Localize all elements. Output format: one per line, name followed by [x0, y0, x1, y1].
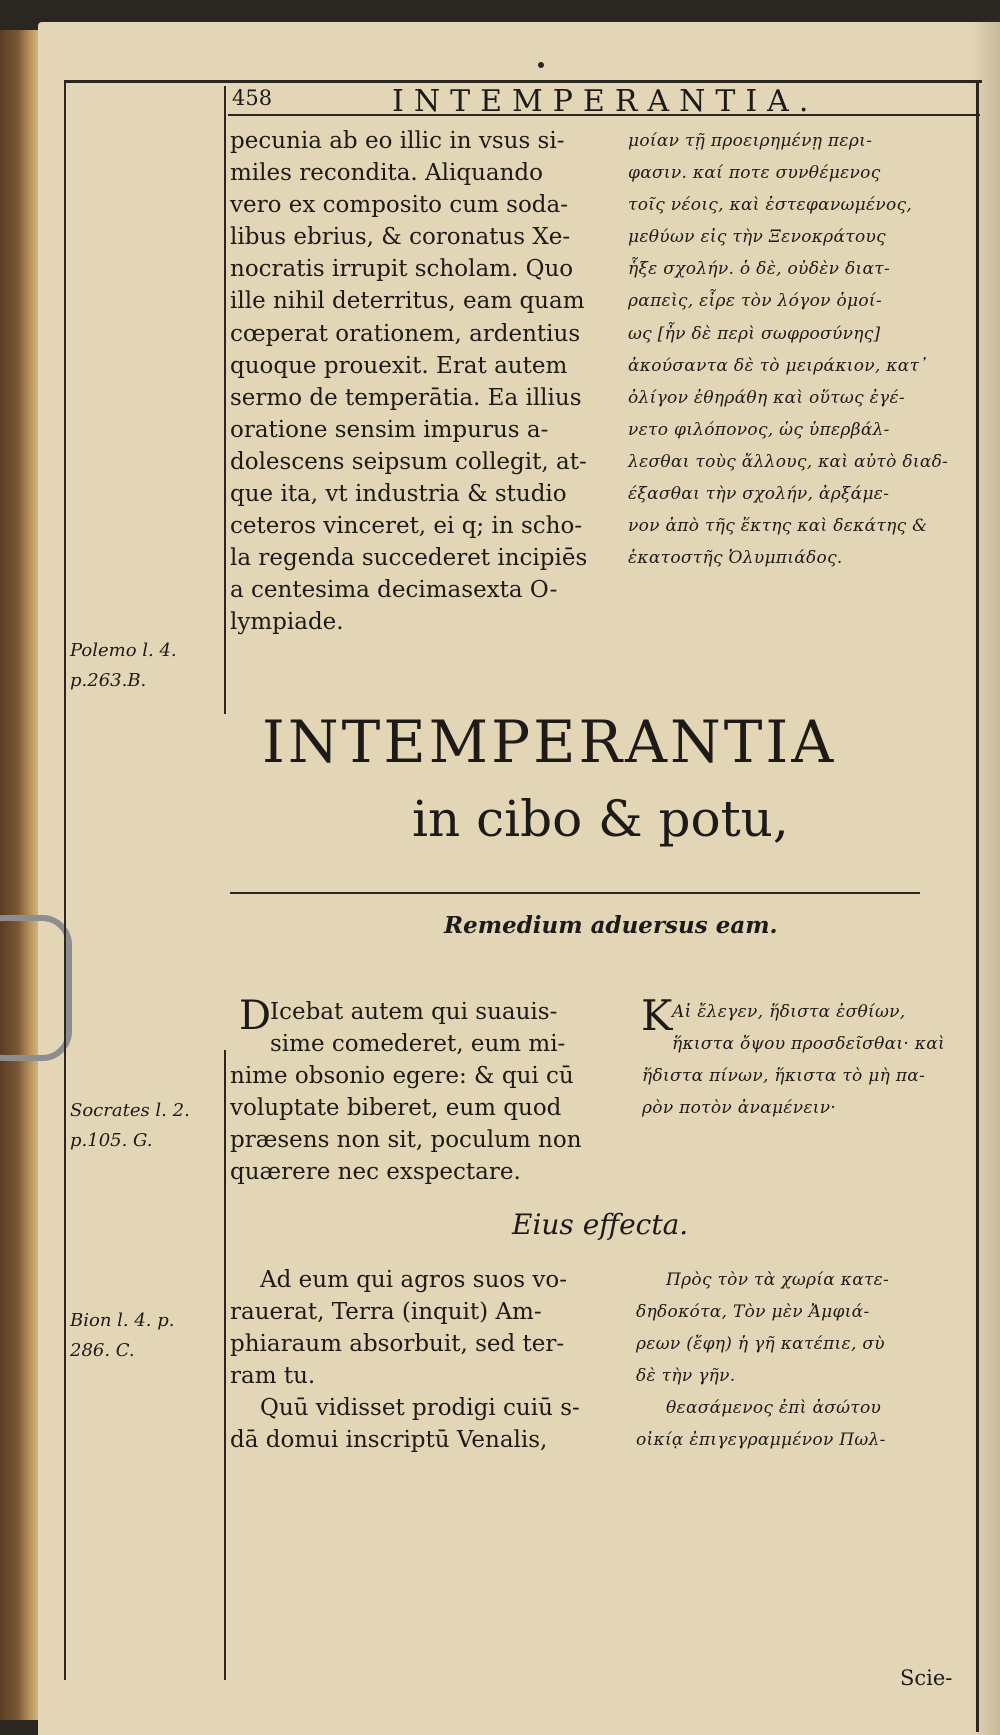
text-line: ille nihil deterritus, eam quam: [230, 288, 585, 315]
text-line: vero ex composito cum soda-: [230, 192, 568, 219]
text-line: ἀκούσαντα δὲ τὸ μειράκιον, κατ᾿: [628, 355, 929, 376]
section-title: INTEMPERANTIA: [262, 708, 837, 776]
text-line: præsens non sit, poculum non: [230, 1127, 582, 1154]
right-frame-rule: [976, 82, 979, 1732]
running-title: INTEMPERANTIA.: [392, 84, 819, 119]
drop-cap-k: K: [641, 991, 673, 1040]
book-spine: [0, 30, 40, 1720]
text-line: oratione sensim impurus a-: [230, 416, 549, 443]
text-line: ὀλίγον ἐθηράθη καὶ οὕτως ἐγέ-: [628, 387, 905, 408]
text-line: οἰκίᾳ ἐπιγεγραμμένον Πωλ-: [636, 1430, 886, 1451]
text-line: dā domui inscriptū Venalis,: [230, 1427, 548, 1454]
text-line: θεασάμενος ἐπὶ ἀσώτου: [666, 1398, 882, 1419]
margin-note-bion: [70, 1306, 174, 1366]
text-line: ceteros vinceret, ei q; in scho-: [230, 513, 583, 540]
text-line: Αἰ ἔλεγεν, ἥδιστα ἐσθίων,: [672, 1002, 906, 1022]
catchword: Scie-: [900, 1666, 953, 1690]
text-line: ram tu.: [230, 1363, 316, 1390]
text-line: έξασθαι τὴν σχολήν, ἀρξάμε-: [628, 484, 890, 505]
text-line: que ita, vt industria & studio: [230, 481, 567, 508]
text-line: ἥκιστα ὄψου προσδεῖσθαι· καὶ: [672, 1034, 945, 1055]
margin-note-line: p.263.B.: [70, 670, 147, 691]
text-line: ως [ἦν δὲ περὶ σωφροσύνης]: [628, 323, 881, 344]
ink-spot: [538, 62, 544, 68]
text-line: δὲ τὴν γῆν.: [636, 1366, 736, 1387]
latin-block-2: [230, 1060, 582, 1188]
margin-note-line: Bion l. 4. p.: [70, 1310, 175, 1331]
text-line: νον ἀπὸ τῆς ἕκτης καὶ δεκάτης &: [628, 516, 928, 537]
latin-block-2-indented: [270, 996, 565, 1060]
margin-note-line: Polemo l. 4.: [70, 640, 177, 661]
text-line: sime comederet, eum mi-: [270, 1031, 566, 1058]
text-line: rauerat, Terra (inquit) Am-: [230, 1299, 542, 1326]
text-line: ρεων (ἔφη) ἡ γῆ κατέπιε, σὺ: [636, 1334, 885, 1355]
text-line: sermo de temperātia. Ea illius: [230, 384, 582, 411]
margin-note-line: p.105. G.: [70, 1130, 153, 1151]
text-line: nime obsonio egere: & qui cū: [230, 1063, 574, 1089]
page-number: 458: [232, 86, 273, 110]
margin-note-line: 286. C.: [70, 1340, 135, 1361]
text-line: quærere nec exspectare.: [230, 1159, 521, 1186]
text-line: voluptate biberet, eum quod: [230, 1095, 562, 1122]
margin-note-socrates: [70, 1096, 190, 1156]
inner-rule-top: [224, 86, 226, 714]
text-line: τοῖς νέοις, καὶ ἐστεφανωμένος,: [628, 195, 913, 216]
text-line: νετο φιλόπονος, ὡς ὑπερβάλ-: [628, 419, 890, 440]
text-line: Icebat autem qui suauis-: [270, 999, 558, 1025]
text-line: libus ebrius, & coronatus Xe-: [230, 224, 571, 251]
text-line: la regenda succederet incipiēs: [230, 545, 588, 572]
text-line: pecunia ab eo illic in vsus si-: [230, 128, 565, 154]
remedium-heading: Remedium aduersus eam.: [444, 912, 778, 939]
text-line: μοίαν τῇ προειρημένῃ περι-: [628, 131, 873, 151]
text-line: phiaraum absorbuit, sed ter-: [230, 1331, 565, 1358]
text-line: cœperat orationem, ardentius: [230, 320, 581, 347]
text-line: quoque prouexit. Erat autem: [230, 352, 568, 379]
text-line: φασιν. καί ποτε συνθέμενος: [628, 163, 881, 184]
latin-column-3: [230, 1264, 580, 1457]
top-frame-rule: [64, 80, 982, 83]
greek-block-2-first: [672, 996, 945, 1060]
text-line: nocratis irrupit scholam. Quo: [230, 256, 574, 283]
text-line: dolescens seipsum collegit, at-: [230, 448, 587, 475]
text-line: λεσθαι τοὺς ἄλλους, καὶ αὐτὸ διαδ-: [628, 451, 949, 472]
text-line: ραπεὶς, εἶρε τὸν λόγον ὁμοί-: [628, 291, 882, 312]
text-line: lympiade.: [230, 609, 344, 636]
inner-rule-bottom: [224, 1050, 226, 1680]
text-line: δηδοκότα, Τὸν μὲν Ἀμφιά-: [636, 1302, 870, 1323]
eius-effecta-heading: Eius effecta.: [512, 1208, 689, 1241]
title-block-rule: [230, 892, 920, 894]
text-line: μεθύων εἰς τὴν Ξενοκράτους: [628, 227, 886, 248]
margin-note-line: Socrates l. 2.: [70, 1100, 190, 1121]
text-line: ἑκατοστῆς Ὀλυμπιάδος.: [628, 548, 843, 569]
text-line: ἧξε σχολήν. ὁ δὲ, οὐδὲν διατ-: [628, 259, 891, 280]
greek-block-2: [642, 1060, 925, 1124]
drop-cap-d: D: [239, 993, 272, 1039]
greek-column-1: [628, 125, 948, 574]
text-line: ἥδιστα πίνων, ἥκιστα τὸ μὴ πα-: [642, 1066, 926, 1086]
margin-note-polemo: [70, 636, 177, 696]
text-line: ρὸν ποτὸν ἀναμένειν·: [642, 1098, 837, 1119]
section-subtitle: in cibo & potu,: [412, 790, 789, 848]
latin-column-1: [230, 125, 587, 639]
greek-column-3: [636, 1264, 889, 1457]
text-line: Ad eum qui agros suos vo-: [260, 1267, 567, 1293]
text-line: miles recondita. Aliquando: [230, 160, 544, 187]
text-line: Πρὸς τὸν τὰ χωρία κατε-: [666, 1270, 890, 1290]
text-line: Quū vidisset prodigi cuiū s-: [260, 1395, 580, 1422]
binder-clip: [0, 915, 72, 1061]
outer-margin-rule: [64, 80, 66, 1680]
text-line: a centesima decimasexta O-: [230, 577, 558, 604]
